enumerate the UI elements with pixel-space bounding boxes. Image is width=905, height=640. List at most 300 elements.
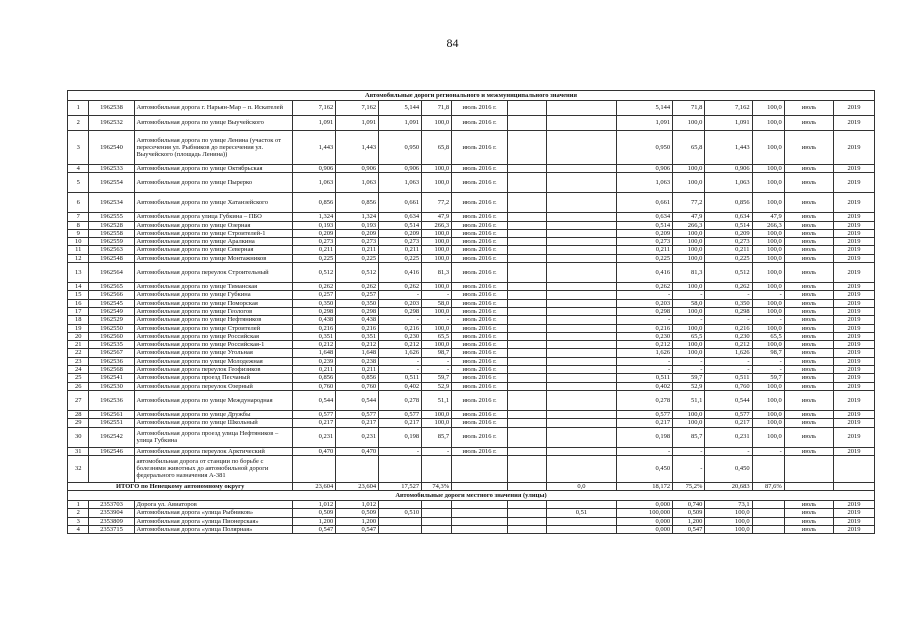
cell-c1: 0,298 [293, 307, 336, 315]
cell-c10: - [705, 447, 752, 455]
cell-c7 [546, 341, 617, 349]
cell-code: 1962529 [89, 316, 134, 324]
cell-date: июль 2016 г. [452, 410, 508, 418]
page-number: 84 [446, 36, 459, 50]
cell-c8: 100,000 [617, 509, 673, 517]
cell-c1: 0,262 [293, 283, 336, 291]
cell-c3: 0,906 [379, 165, 422, 173]
cell-c8: - [617, 357, 673, 365]
table-row [68, 173, 875, 193]
cell-c11: 100,0 [752, 165, 784, 173]
cell-c8: 0,262 [617, 283, 673, 291]
cell-c11: 59,7 [752, 374, 784, 382]
cell-c10: 0,216 [705, 324, 752, 332]
cell-year: 2019 [834, 173, 875, 193]
cell-c6 [507, 246, 546, 254]
cell-c8: 0,634 [617, 213, 673, 221]
cell-code: 1962532 [89, 116, 134, 131]
cell-n: 11 [68, 246, 89, 254]
cell-n: 19 [68, 324, 89, 332]
cell-date: июль 2016 г. [452, 349, 508, 357]
cell-c9: 58,0 [673, 299, 705, 307]
cell-c8: 0,225 [617, 254, 673, 262]
cell-code: 2353715 [89, 526, 134, 534]
cell-c9: 1,200 [673, 517, 705, 525]
cell-year: 2019 [834, 213, 875, 221]
table-row [68, 357, 875, 365]
cell-n: 2 [68, 116, 89, 131]
cell-c1: 1,012 [293, 501, 336, 509]
total-row [68, 482, 875, 490]
cell-month: июль [784, 299, 833, 307]
cell-name: Автомобильная дорога по улице Октябрьская [134, 165, 293, 173]
cell-name: автомобильная дорога от станции по борьбе с болезнями животных до автомобильной дороги федерального назначения А-381 [134, 455, 293, 482]
cell-c1: 0,760 [293, 382, 336, 390]
cell-c11: 100,0 [752, 307, 784, 315]
cell-c9: - [673, 291, 705, 299]
cell-c8: 0,000 [617, 517, 673, 525]
cell-year: 2019 [834, 427, 875, 447]
cell-month: июль [784, 283, 833, 291]
cell-c10: - [705, 366, 752, 374]
cell-c10: 0,511 [705, 374, 752, 382]
cell-code: 1962533 [89, 165, 134, 173]
cell-c6 [507, 165, 546, 173]
cell-name: Автомобильная дорога переулок Озерный [134, 382, 293, 390]
cell-c1: 0,350 [293, 299, 336, 307]
cell-name: Автомобильная дорога по улице Хатанзейского [134, 193, 293, 213]
cell-c3: 1,091 [379, 116, 422, 131]
cell-c4: - [422, 357, 452, 365]
cell-n: 1 [68, 101, 89, 116]
cell-c11: - [752, 357, 784, 365]
cell-c8: 0,278 [617, 390, 673, 410]
cell-c2: 0,238 [336, 357, 379, 365]
cell-c6 [507, 324, 546, 332]
table-row [68, 246, 875, 254]
cell-month [784, 455, 833, 482]
cell-date: июль 2016 г. [452, 221, 508, 229]
cell-c4: 100,0 [422, 283, 452, 291]
cell-c11: 100,0 [752, 324, 784, 332]
roads-table [67, 90, 875, 534]
cell-c2: 0,225 [336, 254, 379, 262]
cell-date: июль 2016 г. [452, 101, 508, 116]
cell-c7 [546, 332, 617, 340]
cell-c3: - [379, 366, 422, 374]
cell-c1: 0,351 [293, 332, 336, 340]
cell-name: Автомобильная дорога «улица Полярная» [134, 526, 293, 534]
cell-c4: 65,8 [422, 131, 452, 165]
cell-c2: 0,547 [336, 526, 379, 534]
cell-c9: - [673, 366, 705, 374]
cell-date [452, 455, 508, 482]
cell-c10: 0,298 [705, 307, 752, 315]
cell-name: Автомобильная дорога по улице Угольная [134, 349, 293, 357]
cell-c9: 266,3 [673, 221, 705, 229]
cell-c9: 100,0 [673, 229, 705, 237]
cell-c10: 73,1 [705, 501, 752, 509]
cell-name: Автомобильная дорога по улице Российская [134, 332, 293, 340]
cell-date: июль 2016 г. [452, 283, 508, 291]
table-row [68, 419, 875, 427]
cell-c7 [546, 349, 617, 357]
table-row [68, 283, 875, 291]
cell-n: 4 [68, 165, 89, 173]
cell-c11: 100,0 [752, 173, 784, 193]
cell-c8: 0,450 [617, 455, 673, 482]
cell-c2: 0,231 [336, 427, 379, 447]
cell-c4 [422, 509, 452, 517]
cell-month: июль [784, 165, 833, 173]
cell-month: июль [784, 213, 833, 221]
cell-n: 24 [68, 366, 89, 374]
cell-c9: 100,0 [673, 254, 705, 262]
cell-c6 [507, 193, 546, 213]
cell-c11: - [752, 447, 784, 455]
cell-n: 14 [68, 283, 89, 291]
cell-c3: 0,262 [379, 283, 422, 291]
cell-n: 31 [68, 447, 89, 455]
table-row [68, 213, 875, 221]
cell-c8: 0,416 [617, 263, 673, 283]
cell-c2: 0,273 [336, 238, 379, 246]
cell-year: 2019 [834, 131, 875, 165]
cell-c9: 100,0 [673, 283, 705, 291]
cell-c3: 0,211 [379, 246, 422, 254]
cell-c11: 100,0 [752, 427, 784, 447]
cell-c4: 100,0 [422, 116, 452, 131]
cell-date: июль 2016 г. [452, 341, 508, 349]
cell-code: 1962567 [89, 349, 134, 357]
cell-c8: 0,950 [617, 131, 673, 165]
cell-year: 2019 [834, 447, 875, 455]
cell-c11 [752, 455, 784, 482]
cell-year: 2019 [834, 254, 875, 262]
cell-year: 2019 [834, 307, 875, 315]
cell-c4: 100,0 [422, 419, 452, 427]
cell-c1: 0,225 [293, 254, 336, 262]
cell-c11: 100,0 [752, 390, 784, 410]
cell-c10: 0,217 [705, 419, 752, 427]
cell-n: 10 [68, 238, 89, 246]
cell-c11: 100,0 [752, 229, 784, 237]
cell-c10: 0,225 [705, 254, 752, 262]
table-row [68, 101, 875, 116]
cell-c6 [507, 283, 546, 291]
cell-year: 2019 [834, 324, 875, 332]
cell-c1: 0,577 [293, 410, 336, 418]
cell-c2: 0,512 [336, 263, 379, 283]
cell-c2: 7,162 [336, 101, 379, 116]
local-section-title: Автомобильные дороги местного значения (улицы) [68, 491, 875, 501]
cell-name: Автомобильная дорога по улице Школьный [134, 419, 293, 427]
cell-date: июль 2016 г. [452, 357, 508, 365]
cell-c7 [546, 366, 617, 374]
cell-month: июль [784, 526, 833, 534]
cell-date: июль 2016 г. [452, 291, 508, 299]
cell-c4: 100,0 [422, 254, 452, 262]
cell-n: 26 [68, 382, 89, 390]
cell-c8: 0,298 [617, 307, 673, 315]
cell-c4 [422, 501, 452, 509]
cell-date: июль 2016 г. [452, 366, 508, 374]
cell-code: 1962530 [89, 382, 134, 390]
cell-c2: 0,212 [336, 341, 379, 349]
cell-date [452, 526, 508, 534]
cell-c7 [546, 427, 617, 447]
cell-month: июль [784, 382, 833, 390]
total-cell-c11: 87,6% [752, 482, 784, 490]
cell-c3: 0,950 [379, 131, 422, 165]
cell-month: июль [784, 501, 833, 509]
cell-c8: 0,216 [617, 324, 673, 332]
cell-c2 [336, 455, 379, 482]
cell-c11: 100,0 [752, 238, 784, 246]
cell-year: 2019 [834, 332, 875, 340]
cell-c3: - [379, 447, 422, 455]
cell-name: Автомобильная дорога по улице Строителей-1 [134, 229, 293, 237]
cell-c9: - [673, 357, 705, 365]
cell-c8: 0,661 [617, 193, 673, 213]
cell-c11: 100,0 [752, 116, 784, 131]
cell-c6 [507, 307, 546, 315]
cell-code: 1962536 [89, 357, 134, 365]
cell-c11: 100,0 [752, 263, 784, 283]
cell-c9: 100,0 [673, 173, 705, 193]
cell-c6 [507, 173, 546, 193]
cell-code: 1962548 [89, 254, 134, 262]
total-cell-c3: 17,527 [379, 482, 422, 490]
cell-c6 [507, 526, 546, 534]
total-cell-c6 [507, 482, 546, 490]
cell-c2: 0,211 [336, 246, 379, 254]
cell-c11: 100,0 [752, 341, 784, 349]
cell-c4 [422, 526, 452, 534]
cell-n: 18 [68, 316, 89, 324]
cell-c2: 0,209 [336, 229, 379, 237]
cell-date: июль 2016 г. [452, 419, 508, 427]
table-row [68, 165, 875, 173]
cell-c9: 100,0 [673, 341, 705, 349]
cell-year: 2019 [834, 410, 875, 418]
cell-c1: 0,211 [293, 366, 336, 374]
table-row [68, 324, 875, 332]
cell-c4: 100,0 [422, 410, 452, 418]
cell-c10: 7,162 [705, 101, 752, 116]
cell-year: 2019 [834, 501, 875, 509]
cell-name: Автомобильная дорога по улице Пырерко [134, 173, 293, 193]
cell-month: июль [784, 366, 833, 374]
cell-code: 1962554 [89, 173, 134, 193]
cell-month: июль [784, 116, 833, 131]
cell-year: 2019 [834, 263, 875, 283]
cell-c6 [507, 455, 546, 482]
cell-year: 2019 [834, 366, 875, 374]
cell-c11: 266,3 [752, 221, 784, 229]
cell-code: 1962545 [89, 299, 134, 307]
cell-c6 [507, 357, 546, 365]
cell-c1: 0,257 [293, 291, 336, 299]
cell-c8: 0,000 [617, 501, 673, 509]
cell-c1: 0,217 [293, 419, 336, 427]
cell-year: 2019 [834, 526, 875, 534]
cell-c3: 0,416 [379, 263, 422, 283]
cell-year: 2019 [834, 299, 875, 307]
cell-c10: 0,230 [705, 332, 752, 340]
table-row [68, 382, 875, 390]
cell-date [452, 509, 508, 517]
cell-c10: 0,760 [705, 382, 752, 390]
cell-month: июль [784, 390, 833, 410]
cell-c1: 0,544 [293, 390, 336, 410]
cell-c1: 0,856 [293, 193, 336, 213]
cell-month: июль [784, 193, 833, 213]
cell-c7 [546, 213, 617, 221]
cell-c6 [507, 447, 546, 455]
cell-c1: 0,547 [293, 526, 336, 534]
cell-month: июль [784, 447, 833, 455]
cell-c4: 77,2 [422, 193, 452, 213]
table-row [68, 316, 875, 324]
table-row [68, 447, 875, 455]
cell-c4: 52,9 [422, 382, 452, 390]
cell-code: 1962538 [89, 101, 134, 116]
cell-code: 1962560 [89, 332, 134, 340]
cell-code: 1962558 [89, 229, 134, 237]
cell-c1: 0,211 [293, 246, 336, 254]
cell-c1: 0,470 [293, 447, 336, 455]
cell-c7 [546, 324, 617, 332]
cell-c9: 0,740 [673, 501, 705, 509]
table-row [68, 349, 875, 357]
cell-year [834, 455, 875, 482]
cell-c1: 0,509 [293, 509, 336, 517]
cell-c6 [507, 238, 546, 246]
cell-n: 1 [68, 501, 89, 509]
cell-c3: 0,198 [379, 427, 422, 447]
cell-c10: 100,0 [705, 526, 752, 534]
cell-c6 [507, 263, 546, 283]
cell-year: 2019 [834, 165, 875, 173]
cell-year: 2019 [834, 509, 875, 517]
cell-c4: 100,0 [422, 307, 452, 315]
cell-name: Автомобильная дорога по улице Поморская [134, 299, 293, 307]
cell-n: 17 [68, 307, 89, 315]
cell-c11: 47,9 [752, 213, 784, 221]
cell-c7 [546, 246, 617, 254]
total-cell-c9: 75,2% [673, 482, 705, 490]
cell-code: 1962535 [89, 341, 134, 349]
cell-n: 8 [68, 221, 89, 229]
total-label: ИТОГО по Ненецкому автономному округу [68, 482, 293, 490]
cell-c11 [752, 526, 784, 534]
cell-month: июль [784, 173, 833, 193]
cell-c3: 0,278 [379, 390, 422, 410]
cell-c3: 0,212 [379, 341, 422, 349]
cell-n: 6 [68, 193, 89, 213]
cell-name: Автомобильная дорога по улице Тиманская [134, 283, 293, 291]
cell-year: 2019 [834, 316, 875, 324]
cell-c6 [507, 101, 546, 116]
cell-c1: 0,906 [293, 165, 336, 173]
cell-c8: 0,203 [617, 299, 673, 307]
cell-n: 28 [68, 410, 89, 418]
cell-c2: 1,324 [336, 213, 379, 221]
cell-date: июль 2016 г. [452, 193, 508, 213]
cell-c1: 0,438 [293, 316, 336, 324]
cell-month: июль [784, 263, 833, 283]
cell-n: 22 [68, 349, 89, 357]
cell-n: 29 [68, 419, 89, 427]
cell-c6 [507, 410, 546, 418]
cell-c1: 1,091 [293, 116, 336, 131]
cell-name: Автомобильная дорога по улице Геологов [134, 307, 293, 315]
cell-c2: 0,351 [336, 332, 379, 340]
cell-code: 1962550 [89, 324, 134, 332]
cell-code: 1962568 [89, 366, 134, 374]
cell-c1: 0,239 [293, 357, 336, 365]
cell-c4: 58,0 [422, 299, 452, 307]
cell-c3: 1,626 [379, 349, 422, 357]
cell-c10: - [705, 316, 752, 324]
cell-c7 [546, 501, 617, 509]
cell-c11: - [752, 291, 784, 299]
cell-c4: 100,0 [422, 246, 452, 254]
cell-n: 27 [68, 390, 89, 410]
cell-c3: 0,216 [379, 324, 422, 332]
cell-c10: 1,626 [705, 349, 752, 357]
cell-code: 1962549 [89, 307, 134, 315]
cell-c8: 0,514 [617, 221, 673, 229]
cell-c11: - [752, 316, 784, 324]
cell-c9: 81,3 [673, 263, 705, 283]
cell-date: июль 2016 г. [452, 116, 508, 131]
table-row [68, 221, 875, 229]
cell-date: июль 2016 г. [452, 447, 508, 455]
cell-c6 [507, 116, 546, 131]
cell-name: Автомобильная дорога по улице Ленина (участок от пересечения ул. Рыбников до пересечения ул. Выучейского (площадь Ленина)) [134, 131, 293, 165]
cell-c6 [507, 366, 546, 374]
cell-c8: 0,000 [617, 526, 673, 534]
cell-c7 [546, 283, 617, 291]
cell-c7 [546, 291, 617, 299]
cell-c4: 100,0 [422, 165, 452, 173]
cell-c6 [507, 131, 546, 165]
cell-c9: 100,0 [673, 238, 705, 246]
cell-c9: 100,0 [673, 410, 705, 418]
cell-c3: 0,225 [379, 254, 422, 262]
cell-month: июль [784, 357, 833, 365]
cell-year: 2019 [834, 283, 875, 291]
total-cell-date [452, 482, 508, 490]
cell-code: 1962551 [89, 419, 134, 427]
cell-c6 [507, 341, 546, 349]
cell-c2: 0,577 [336, 410, 379, 418]
cell-c3: 0,577 [379, 410, 422, 418]
cell-c1: 0,273 [293, 238, 336, 246]
cell-name: Автомобильная дорога по улице Выучейского [134, 116, 293, 131]
cell-n: 3 [68, 131, 89, 165]
cell-c9: - [673, 447, 705, 455]
cell-code: 1962561 [89, 410, 134, 418]
cell-c10: 0,211 [705, 246, 752, 254]
cell-date: июль 2016 г. [452, 374, 508, 382]
cell-c11: 100,0 [752, 254, 784, 262]
cell-c9: 100,0 [673, 349, 705, 357]
cell-month: июль [784, 349, 833, 357]
cell-date: июль 2016 г. [452, 165, 508, 173]
